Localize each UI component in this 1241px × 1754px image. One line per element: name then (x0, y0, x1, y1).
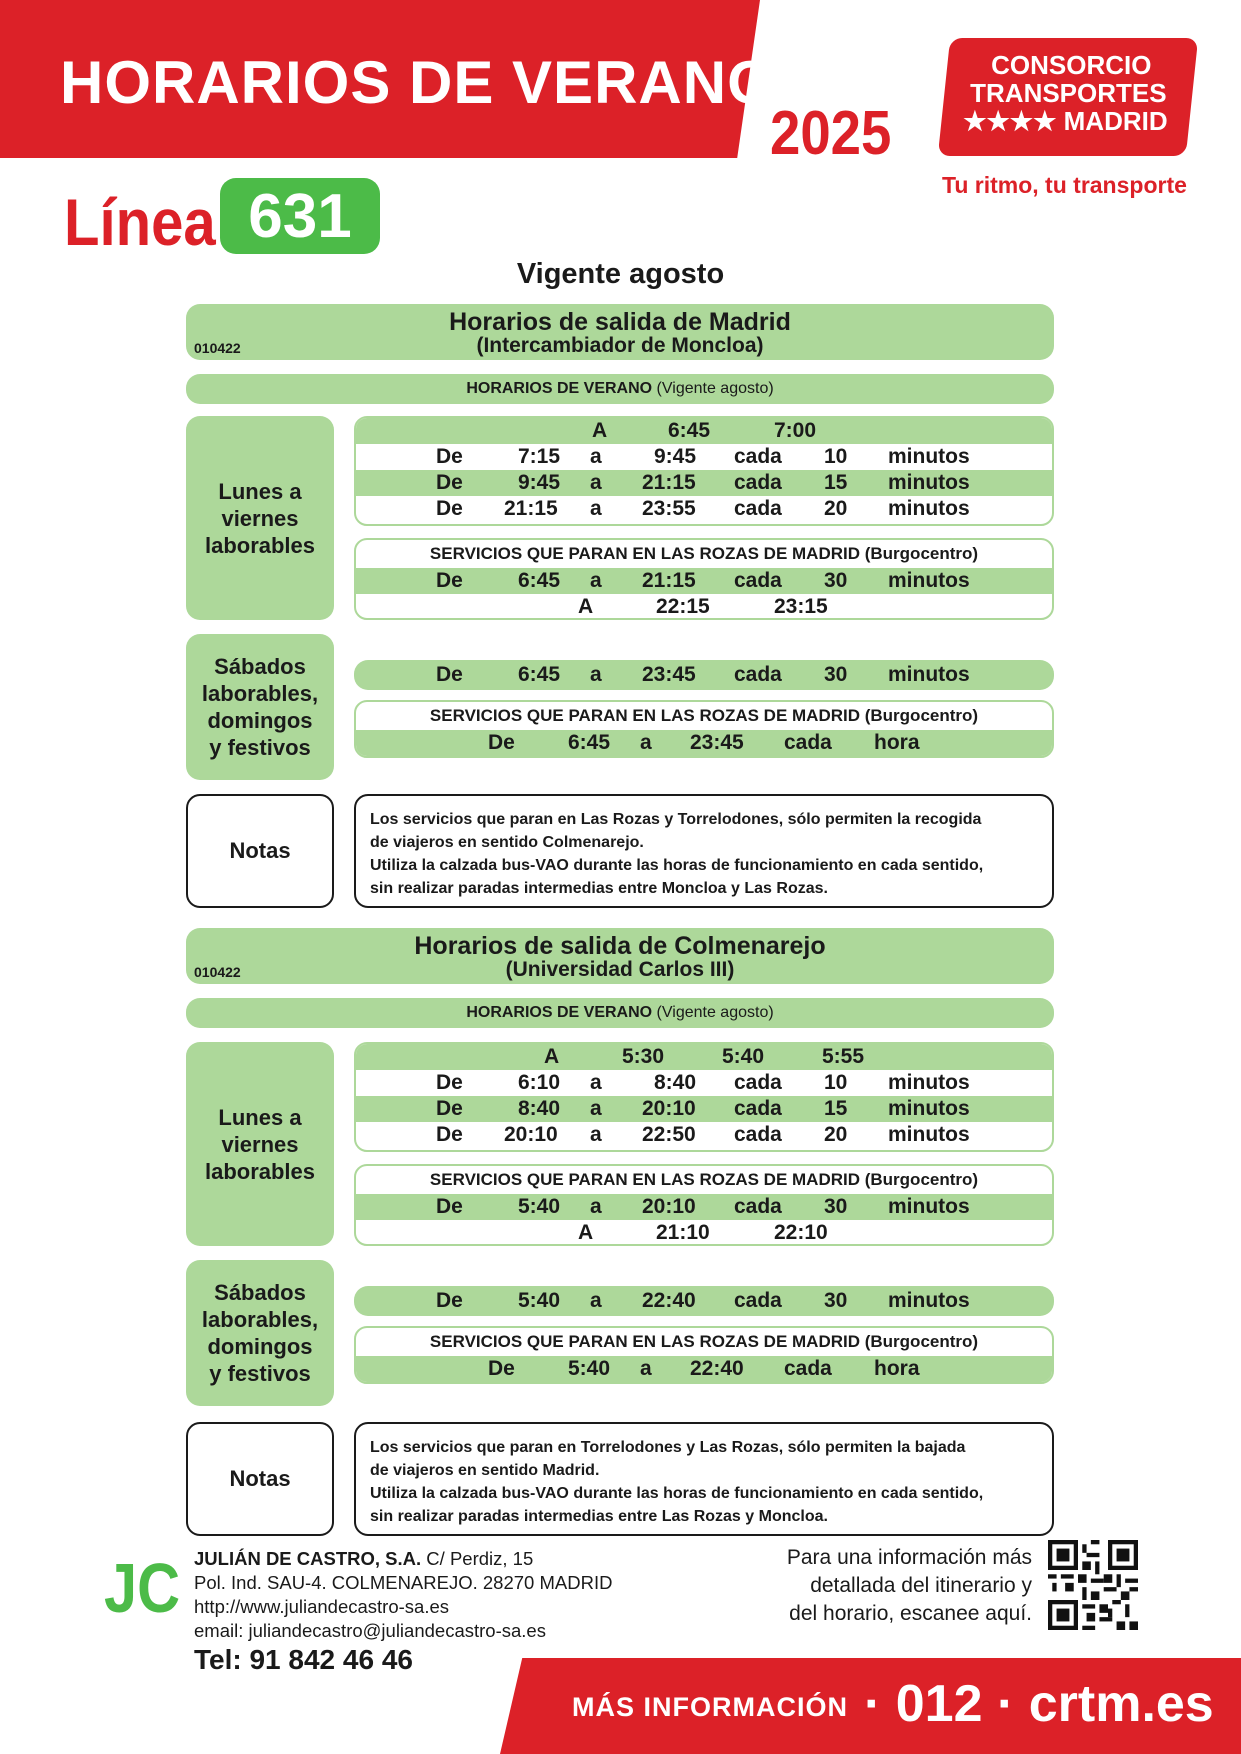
verano-bold: HORARIOS DE VERANO (466, 380, 653, 397)
cell: 5:40 (568, 1357, 611, 1380)
cell: 5:30 (622, 1045, 665, 1068)
cell: minutos (888, 1195, 970, 1218)
cell: 21:15 (642, 471, 696, 494)
cell: 23:45 (690, 731, 744, 754)
cell: 22:50 (642, 1123, 696, 1146)
cell: a (590, 1195, 602, 1218)
weekday-label-line: laborables (204, 1158, 316, 1184)
section-subtitle: (Intercambiador de Moncloa) (476, 334, 764, 357)
rozas-title-bold: SERVICIOS QUE PARAN EN LAS ROZAS DE MADRID (429, 706, 861, 725)
cell: De (436, 1195, 463, 1218)
weekday-schedule-panel (354, 416, 1054, 526)
cell: 9:45 (518, 471, 561, 494)
notes-line: sin realizar paradas intermedias entre Moncloa y Las Rozas. (370, 880, 828, 897)
weekday-label (186, 416, 334, 620)
weekend-schedule-row (354, 1286, 1054, 1316)
cell: A (578, 595, 594, 618)
cell: 5:40 (722, 1045, 765, 1068)
rozas-title (356, 1328, 1052, 1356)
qr-info-text (740, 1544, 1032, 1628)
rozas-title (356, 540, 1052, 568)
cell: cada (734, 1097, 782, 1120)
weekend-schedule-row (354, 660, 1054, 690)
cell: a (640, 1357, 652, 1380)
section-code: 010422 (194, 964, 241, 980)
cell: cada (734, 497, 782, 520)
cell: De (488, 731, 515, 754)
notes-line: Los servicios que paran en Torrelodones y Las Rozas, sólo permiten la bajada (370, 1439, 966, 1456)
cell: 7:15 (518, 445, 561, 468)
weekday-label-line: Lunes a (218, 1104, 302, 1130)
company-address: C/ Perdiz, 15 (421, 1548, 534, 1569)
jc-logo: JC (104, 1549, 181, 1627)
cell: a (640, 731, 652, 754)
cell: cada (784, 731, 832, 754)
cell: 10 (824, 445, 848, 468)
qr-code-icon[interactable] (1048, 1540, 1138, 1630)
cell: De (436, 1123, 463, 1146)
weekend-label-line: y festivos (209, 735, 311, 760)
weekday-label-line: viernes (221, 505, 299, 531)
company-line (194, 1548, 533, 1570)
contact-info[interactable]: · 012 · crtm.es (864, 1675, 1214, 1733)
cell: cada (734, 1071, 782, 1094)
cell: De (436, 569, 463, 592)
schedule-row (356, 730, 1052, 756)
section-title: Horarios de salida de Colmenarejo (414, 932, 826, 960)
cell: cada (734, 663, 782, 686)
cell: cada (784, 1357, 832, 1380)
weekend-label (186, 634, 334, 780)
linea-number-badge: 631 (220, 178, 380, 254)
cell: 5:40 (518, 1289, 561, 1312)
company-address-2: Pol. Ind. SAU-4. COLMENAREJO. 28270 MADRID (194, 1572, 613, 1593)
weekend-label-line: Sábados (214, 1280, 306, 1305)
notes-line: de viajeros en sentido Madrid. (370, 1462, 600, 1479)
cell: De (436, 663, 463, 686)
cell: A (592, 419, 608, 442)
cell: 21:10 (656, 1221, 710, 1244)
cell: minutos (888, 1289, 970, 1312)
schedule-row (356, 1220, 1052, 1246)
cell: 21:15 (642, 569, 696, 592)
logo-line-2: TRANSPORTES (970, 78, 1167, 108)
verano-bar (186, 998, 1054, 1028)
qr-info-line: Para una información más (786, 1546, 1032, 1569)
cell: 6:45 (518, 569, 561, 592)
notes-line: Los servicios que paran en Las Rozas y Torrelodones, sólo permiten la recogida (370, 811, 982, 828)
cell: 23:55 (642, 497, 696, 520)
cell: minutos (888, 471, 970, 494)
cell: 23:45 (642, 663, 696, 686)
cell: De (436, 1289, 463, 1312)
weekend-label (186, 1260, 334, 1406)
cell: 20:10 (504, 1123, 558, 1146)
page-title: HORARIOS DE VERANO (60, 49, 775, 116)
cell: minutos (888, 497, 970, 520)
rozas-title-rest: (Burgocentro) (860, 706, 979, 725)
cell: minutos (888, 1097, 970, 1120)
cell: 8:40 (654, 1071, 697, 1094)
rozas-title-bold: SERVICIOS QUE PARAN EN LAS ROZAS DE MADRID (429, 544, 861, 563)
cell: cada (734, 1123, 782, 1146)
weekday-label-line: laborables (204, 532, 316, 558)
notes-line: sin realizar paradas intermedias entre Las Rozas y Moncloa. (370, 1508, 828, 1525)
section-code: 010422 (194, 340, 241, 356)
cell: minutos (888, 1123, 970, 1146)
qr-info-line: del horario, escanee aquí. (789, 1602, 1032, 1625)
company-email[interactable]: email: juliandecastro@juliandecastro-sa.es (194, 1620, 546, 1641)
cell: 9:45 (654, 445, 697, 468)
cell: a (590, 663, 602, 686)
cell: 6:45 (668, 419, 711, 442)
cell: De (436, 445, 463, 468)
cell: 5:55 (822, 1045, 865, 1068)
cell: a (590, 471, 602, 494)
qr-info-line: detallada del itinerario y (810, 1574, 1032, 1597)
schedule-row (356, 1356, 1052, 1382)
cell: 8:40 (518, 1097, 561, 1120)
cell: 6:10 (518, 1071, 561, 1094)
notes-box (354, 1422, 1054, 1536)
schedule-row (356, 1044, 1052, 1070)
schedule-row (356, 470, 1052, 496)
cell: minutos (888, 569, 970, 592)
cell: 23:15 (774, 595, 828, 618)
cell: 30 (824, 663, 848, 686)
cell: 22:40 (690, 1357, 744, 1380)
vigente-heading: Vigente agosto (516, 258, 725, 290)
company-phone: Tel: 91 842 46 46 (194, 1644, 413, 1675)
cell: cada (734, 445, 782, 468)
rozas-title-bold: SERVICIOS QUE PARAN EN LAS ROZAS DE MADRID (429, 1332, 861, 1351)
cell: 20 (824, 497, 848, 520)
section-title: Horarios de salida de Madrid (449, 308, 791, 336)
cell: 22:10 (774, 1221, 828, 1244)
cell: a (590, 569, 602, 592)
cell: De (436, 471, 463, 494)
logo-line-1: CONSORCIO (991, 50, 1152, 80)
schedule-row (356, 496, 1052, 522)
cell: A (578, 1221, 594, 1244)
section-header-colmenarejo (186, 928, 1054, 984)
cell: 20:10 (642, 1097, 696, 1120)
weekend-label-line: Sábados (214, 654, 306, 679)
rozas-title-rest: (Burgocentro) (860, 544, 979, 563)
weekday-label-line: viernes (221, 1131, 299, 1157)
notes-label: Notas (186, 794, 334, 908)
weekend-label-line: laborables, (201, 1307, 319, 1332)
verano-rest: (Vigente agosto) (652, 380, 774, 397)
cell: De (488, 1357, 515, 1380)
weekend-label-line: domingos (207, 708, 313, 733)
cell: a (590, 445, 602, 468)
rozas-weekday-panel (354, 538, 1054, 620)
schedule-row (356, 594, 1052, 620)
rozas-title (356, 702, 1052, 730)
verano-bar (186, 374, 1054, 404)
logo-line-3: ★★★★ MADRID (963, 106, 1168, 136)
section-subtitle: (Universidad Carlos III) (505, 958, 735, 981)
rozas-weekday-panel (354, 1164, 1054, 1246)
notes-line: de viajeros en sentido Colmenarejo. (370, 834, 644, 851)
cell: 15 (824, 1097, 848, 1120)
rozas-weekend-panel (354, 700, 1054, 758)
cell: a (590, 1071, 602, 1094)
weekday-schedule-panel (354, 1042, 1054, 1152)
cell: 20 (824, 1123, 848, 1146)
cell: De (436, 497, 463, 520)
cell: minutos (888, 663, 970, 686)
rozas-title-bold: SERVICIOS QUE PARAN EN LAS ROZAS DE MADRID (429, 1170, 861, 1189)
tagline: Tu ritmo, tu transporte (942, 172, 1187, 198)
schedule-row (356, 1194, 1052, 1220)
cell: 20:10 (642, 1195, 696, 1218)
rozas-title-rest: (Burgocentro) (860, 1170, 979, 1189)
cell: 15 (824, 471, 848, 494)
verano-rest: (Vigente agosto) (652, 1004, 774, 1021)
cell: minutos (888, 1071, 970, 1094)
cell: cada (734, 1195, 782, 1218)
cell: a (590, 1097, 602, 1120)
cell: hora (874, 1357, 920, 1380)
cell: 6:45 (518, 663, 561, 686)
cell: De (436, 1097, 463, 1120)
weekday-label (186, 1042, 334, 1246)
notes-label: Notas (186, 1422, 334, 1536)
cell: 5:40 (518, 1195, 561, 1218)
schedule-row (356, 444, 1052, 470)
weekend-label-line: laborables, (201, 681, 319, 706)
cell: 30 (824, 569, 848, 592)
cell: 21:15 (504, 497, 558, 520)
schedule-row (356, 1070, 1052, 1096)
weekday-label-line: Lunes a (218, 478, 302, 504)
section-header-madrid (186, 304, 1054, 360)
linea-label: Línea (64, 185, 216, 259)
notes-line: Utiliza la calzada bus-VAO durante las horas de funcionamiento en cada sentido, (370, 1485, 984, 1502)
cell: a (590, 1289, 602, 1312)
company-name: JULIÁN DE CASTRO, S.A. (194, 1548, 422, 1569)
schedule-row (356, 568, 1052, 594)
crtm-logo (938, 38, 1198, 156)
cell: 30 (824, 1195, 848, 1218)
cell: cada (734, 471, 782, 494)
company-web-link[interactable]: http://www.juliandecastro-sa.es (194, 1596, 450, 1617)
year-label: 2025 (770, 99, 892, 168)
cell: A (544, 1045, 560, 1068)
schedule-row (356, 418, 1052, 444)
verano-bold: HORARIOS DE VERANO (466, 1004, 653, 1021)
weekend-label-line: y festivos (209, 1361, 311, 1386)
cell: a (590, 497, 602, 520)
notes-line: Utiliza la calzada bus-VAO durante las horas de funcionamiento en cada sentido, (370, 857, 984, 874)
cell: 6:45 (568, 731, 611, 754)
cell: 22:40 (642, 1289, 696, 1312)
weekend-label-line: domingos (207, 1334, 313, 1359)
cell: 10 (824, 1071, 848, 1094)
cell: minutos (888, 445, 970, 468)
cell: De (436, 1071, 463, 1094)
mas-informacion-label: MÁS INFORMACIÓN (572, 1692, 848, 1722)
cell: a (590, 1123, 602, 1146)
rozas-weekend-panel (354, 1326, 1054, 1384)
rozas-title (356, 1166, 1052, 1194)
cell: cada (734, 569, 782, 592)
schedule-row (356, 1096, 1052, 1122)
rozas-title-rest: (Burgocentro) (860, 1332, 979, 1351)
cell: hora (874, 731, 920, 754)
cell: 7:00 (774, 419, 817, 442)
cell: 22:15 (656, 595, 710, 618)
cell: cada (734, 1289, 782, 1312)
schedule-row (356, 1122, 1052, 1148)
cell: 30 (824, 1289, 848, 1312)
notes-box (354, 794, 1054, 908)
